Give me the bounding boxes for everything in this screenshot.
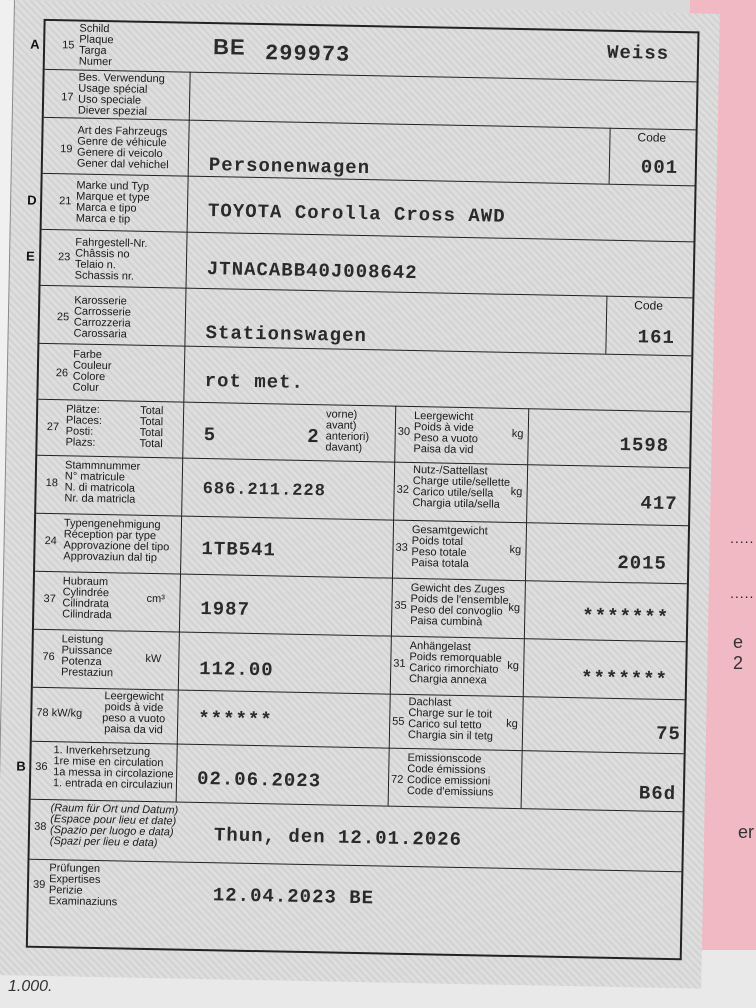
body-code: 161 [637,326,676,350]
registration-form [16,19,700,960]
first-registration-label: 1. Inverkehrsetzung 1re mise en circulation 1a messa in circolazione 1. entrada en circulaziun [52,744,174,792]
trailer-load-label: Anhängelast Poids remorquable Carico rimorchiato Chargia annexa [408,639,502,687]
field-number: 24 [44,534,57,548]
payload-label: Nutz-/Sattellast Charge utile/sellette Carico utile/sella Chargia utila/sella [412,464,511,511]
field-number: 15 [62,39,75,52]
power-ratio-label: Leergewicht poids à vide peso a vuoto paisa da vid [102,690,166,737]
unit-cm3: cm³ [146,592,165,606]
unit-kg: kg [506,717,518,731]
field-number: 21 [59,195,72,208]
plate-label: Schild Plaque Targa Numer [78,22,114,69]
field-number: 35 [394,599,407,612]
unit-kg: kg [507,659,520,673]
handwritten-scribble: 1.000. [8,978,53,995]
chassis-number: JTNACABB40J008642 [206,258,418,285]
type-approval-label: Typengenehmigung Réception par type Approvazione del tipo Approvaziun dal tip [63,517,170,565]
matricule-label: Stammnummer N° matricule N. di matricola Nr. da matricla [64,459,141,506]
seats-front: 2 [307,425,320,448]
field-number: 17 [61,91,74,104]
field-number: 26 [55,367,69,380]
empty-weight-label: Leergewicht Poids à vide Peso a vuoto Paisa da vid [413,410,478,457]
unit-kg: kg [508,601,521,615]
unit-kg: kg [510,485,523,499]
unit-kg: kg [509,543,522,557]
field-number: 27 [46,420,60,434]
power-value: 112.00 [198,657,274,682]
row-inspections [28,859,682,958]
vehicle-type-code: 001 [640,156,679,180]
field-letter: B [16,758,26,774]
unit-kw: kW [145,652,162,666]
code-label: Code [634,298,664,313]
total-weight-label: Gesamtgewicht Poids total Peso totale Paisa totala [411,524,488,571]
side-text-er: er [738,822,755,842]
inspection-value: 12.04.2023 BE [212,884,375,910]
side-text-e2: e 2 [733,632,744,673]
left-page-edge [0,0,15,975]
field-number: 33 [395,541,408,554]
displacement-value: 1987 [200,597,251,621]
type-approval-value: 1TB541 [201,537,277,562]
total-weight-value: 2015 [617,551,668,575]
field-number: 32 [396,483,410,496]
color-value: rot met. [204,370,305,394]
field-number: 30 [397,425,411,438]
field-number: 23 [57,251,71,264]
field-number: 55 [392,715,405,728]
displacement-label: Hubraum Cylindrée Cilindrata Cilindrada [62,575,112,622]
place-date-value: Thun, den 12.01.2026 [213,824,463,852]
seats-total: 5 [203,423,217,447]
chassis-label: Fahrgestell-Nr. Châssis no Telaio n. Schassis nr. [74,236,148,283]
field-number: 18 [45,476,59,490]
vehicle-type-label: Art des Fahrzeugs Genre de véhicule Genere di veicolo Gener dal vehichel [76,124,169,172]
field-number: 31 [393,657,406,670]
field-letter: D [27,192,37,208]
body-label: Karosserie Carrosserie Carrozzeria Carossaria [73,294,131,341]
roof-load-value: 75 [655,722,682,746]
first-registration-date: 02.06.2023 [196,767,322,793]
make-model-value: TOYOTA Corolla Cross AWD [207,200,506,228]
side-dots-1: ..... [730,530,755,546]
field-number: 37 [43,592,56,606]
side-dots-2: ..... [730,585,755,601]
plate-number: 299973 [264,41,351,68]
make-model-label: Marke und Typ Marque et type Marca e tipo Marca e tip [75,179,150,226]
plate-canton: BE [212,34,246,60]
field-letter: A [30,36,40,52]
power-ratio-num: 78 kW/kg [36,706,83,720]
field-number: 19 [60,143,73,156]
matricule-value: 686.211.228 [202,479,327,502]
trailer-load-value: ******* [580,667,669,691]
field-number: 36 [35,760,48,774]
empty-weight-value: 1598 [619,433,670,457]
power-ratio-value: ****** [198,707,273,732]
code-label: Code [637,130,667,145]
field-letter: E [25,248,35,264]
field-number: 39 [32,878,46,892]
emission-code-label: Emissionscode Code émissions Codice emissioni Code d'emissiuns [406,751,494,799]
body-value: Stationswagen [205,322,368,348]
place-date-label: (Raum für Ort und Datum) (Espace pour lieu et date) (Spazio per luogo e data) (Spazi per lieu e data) [49,802,179,850]
seats-front-label: vorne) avant) anteriori) davant) [325,408,370,455]
payload-value: 417 [640,492,678,516]
power-label: Leistung Puissance Potenza Prestaziun [60,633,114,680]
unit-kg: kg [511,427,524,441]
color-label: Farbe Couleur Colore Colur [72,348,112,394]
field-number: 25 [56,311,70,324]
inspections-label: Prüfungen Expertises Perizie Examinaziuns [48,862,118,909]
seats-label: Plätze: Places: Posti: Plazs: [65,403,103,449]
special-use-label: Bes. Verwendung Usage spécial Uso speciale Diever spezial [77,71,165,118]
train-weight-label: Gewicht des Zuges Poids de l'ensemble Peso del convoglio Paisa cumbinà [410,581,509,629]
emission-code-value: B6d [638,782,677,806]
color-right: Weiss [606,41,670,65]
roof-load-label: Dachlast Charge sur le toit Carico sul tetto Chargia sin il tetg [407,695,494,743]
field-number: 72 [390,773,404,786]
field-number: 38 [34,820,47,834]
seats-total-label: Total Total Total Total [139,404,164,451]
vehicle-type-value: Personenwagen [208,154,371,180]
train-weight-value: ******* [582,605,670,629]
field-number: 76 [42,650,55,664]
